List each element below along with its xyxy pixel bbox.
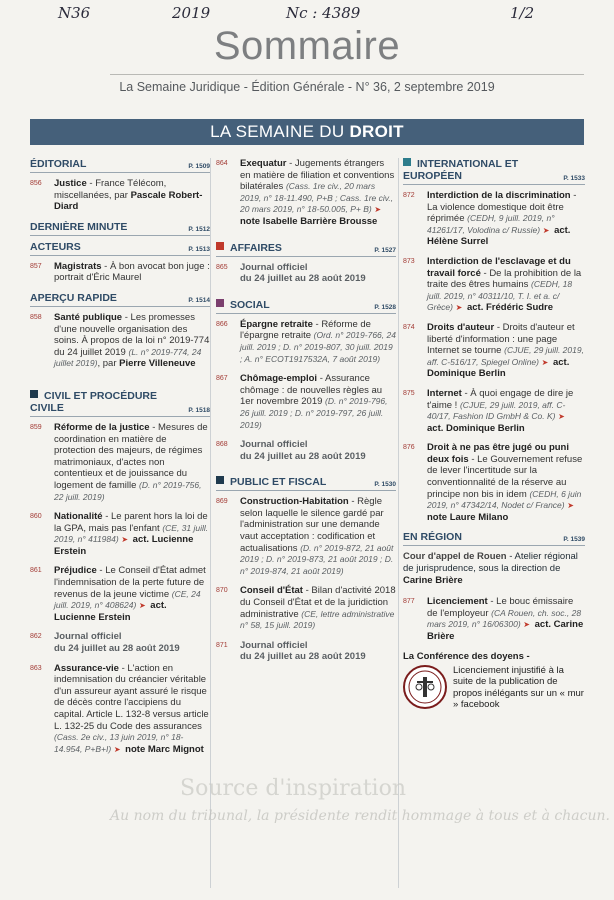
arrow-icon: ➤ (121, 535, 129, 545)
entry-877[interactable]: 877 Licenciement - Le bouc émissaire de l'employeur (CA Rouen, ch. soc., 28 mars 2019, n° 16/06300) ➤ act. Carine Brière (403, 596, 584, 642)
arrow-icon: ➤ (455, 303, 463, 313)
conference-doyens-title: La Conférence des doyens - (403, 650, 530, 662)
band-bold: DROIT (349, 122, 404, 141)
handwritten-year: 2019 (172, 4, 211, 22)
section-header-editorial: ÉDITORIAL P. 1509 (30, 158, 210, 173)
handwritten-number: N36 (58, 4, 91, 22)
section-header-affaires: AFFAIRES P. 1527 (216, 242, 396, 257)
watermark-text: Source d'inspiration (180, 776, 407, 801)
section-header-civil: CIVIL ET PROCÉDURE CIVILE P. 1518 (30, 390, 210, 417)
handwritten-nc: Nc : 4389 (286, 4, 361, 22)
section-header-international: INTERNATIONAL ET EUROPÉEN P. 1533 (403, 158, 585, 185)
entry-858[interactable]: 858 Santé publique - Les promesses d'une nouvelle organisation des soins. À propos de la loi n° 2019-774 du 24 juillet 2019 (L. n° 2019-774, 24 juillet 2019), par Pierre Villeneuve (30, 311, 210, 370)
entry-876[interactable]: 876 Droit à ne pas être jugé ou puni deux fois - Le Gouvernement refuse de lever l'incertitude sur la conventionnalité de la réserve au principe non bis in idem (CEDH, 6 juin 2019, n° 47342/14, Nodet c/ France) ➤ note Laure Milano (403, 442, 583, 523)
entry-859[interactable]: 859 Réforme de la justice - Mesures de coordination en matière de protection des majeurs, de régimes matrimoniaux, d'actes non contentieux et de jouissance du logement de famille (D. n° 2019-756, 22 juill. 2019) (30, 421, 208, 502)
section-header-derniere-minute: DERNIÈRE MINUTE P. 1512 (30, 221, 210, 236)
section-header-acteurs: ACTEURS P. 1513 (30, 241, 210, 256)
arrow-icon: ➤ (542, 225, 550, 235)
entry-867[interactable]: 867 Chômage-emploi - Assurance chômage : de nouvelles règles au 1er novembre 2019 (D. n° 2019-796, 26 juill. 2019 ; D. n° 2019-797, 26 juill. 2019) (216, 373, 388, 430)
section-marker-icon (216, 242, 224, 250)
entry-863[interactable]: 863 Assurance-vie - L'action en indemnisation du créancier véritable d'un assureur ayant assuré le risque de décès contre l'accipiens du capital. Article L. 132-8 versus article L. 132-25 du Code des assurances (Cass. 2e civ., 13 juin 2019, n° 18-14.954, P+B+I) ➤ note Marc Mignot (30, 662, 209, 755)
section-header-apercu-rapide: APERÇU RAPIDE P. 1514 (30, 292, 210, 307)
section-marker-icon (216, 299, 224, 307)
entry-860[interactable]: 860 Nationalité - Le parent hors la loi de la GPA, mais pas l'enfant (CE, 31 juill. 2019, n° 411984) ➤ act. Lucienne Erstein (30, 511, 209, 557)
arrow-icon: ➤ (113, 744, 121, 754)
column-right (403, 158, 585, 711)
section-header-en-region: EN RÉGION P. 1539 (403, 531, 585, 546)
column-middle (216, 158, 396, 671)
section-band (30, 119, 584, 145)
section-marker-icon (216, 476, 224, 484)
band-prefix: LA SEMAINE DU (210, 122, 345, 141)
arrow-icon: ➤ (541, 357, 549, 367)
entry-875[interactable]: 875 Internet - À quoi engage de dire je t'aime ! (CJUE, 29 juill. 2019, aff. C-40/17, Fashion ID GmbH & Co. K) ➤ act. Dominique Berlin (403, 387, 574, 434)
entry-866[interactable]: 866 Épargne retraite - Réforme de l'épargne retraite (Ord. n° 2019-766, 24 juill. 2019 ; D. n° 2019-807, 30 juill. 2019 ; A. n° ECOT1917532A, 7 août 2019) (216, 318, 396, 364)
conference-doyens[interactable] (403, 665, 585, 711)
cour-appel-rouen[interactable]: Cour d'appel de Rouen - Atelier régional de jurisprudence, sous la direction de Carine Brière (403, 551, 578, 586)
title-rule (110, 74, 584, 75)
page-title: Sommaire (213, 24, 401, 68)
arrow-icon: ➤ (523, 620, 530, 630)
entry-864[interactable]: 864 Exequatur - Jugements étrangers en matière de filiation et conventions bilatérales (Cass. 1re civ., 20 mars 2019, n° 18-11.490, P+B ; Cass. 1re civ., 20 mars 2019, n° 18-50.005, P+ B) ➤ note Isabelle Barrière Brousse (216, 158, 395, 227)
arrow-icon: ➤ (567, 501, 574, 511)
entry-865[interactable]: 865 Journal officiel du 24 juillet au 28 août 2019 (216, 261, 366, 285)
entry-869[interactable]: 869 Construction-Habitation - Règle selon laquelle le silence gardé par l'administration sur une demande vaut acceptation : codification et actualisations (D. n° 2019-872, 21 août 2019 ; D. n° 2019-873, 21 août 2019 ; D. n° 2019-874, 21 août 2019) (216, 496, 394, 576)
entry-856[interactable]: 856 Justice - France Télécom, miscellanées, par Pascale Robert-Diard (30, 178, 203, 213)
page-subtitle: La Semaine Juridique - Édition Générale - N° 36, 2 septembre 2019 (119, 80, 495, 94)
section-header-social: SOCIAL P. 1528 (216, 299, 396, 314)
entry-872[interactable]: 872 Interdiction de la discrimination - La violence domestique doit être réprimée (CEDH, 9 juill. 2019, n° 41261/17, Volodina c/ Russie) ➤ act. Hélène Surrel (403, 190, 577, 248)
conference-seal-icon (403, 665, 447, 709)
watermark-text-2: Au nom du tribunal, la présidente rendit hommage à tous et à chacun. (110, 808, 610, 824)
section-header-public-fiscal: PUBLIC ET FISCAL P. 1530 (216, 476, 396, 491)
entry-874[interactable]: 874 Droits d'auteur - Droits d'auteur et liberté d'information : une page Internet se tourne (CJUE, 29 juill. 2019, aff. C-516/17, Spiegel Online) ➤ act. Dominique Berlin (403, 321, 584, 380)
entry-873[interactable]: 873 Interdiction de l'esclavage et du travail forcé - De la prohibition de la traite des êtres humains (CEDH, 18 juill. 2019, n° 40311/10, T. I. et a. c/ Grèce) ➤ act. Frédéric Sudre (403, 255, 582, 314)
entry-862[interactable]: 862 Journal officiel du 24 juillet au 28 août 2019 (30, 631, 180, 655)
entry-861[interactable]: 861 Préjudice - Le Conseil d'État admet l'indemnisation de la perte future de revenus de la jeune victime (CE, 24 juill. 2019, n° 408624) ➤ act. Lucienne Erstein (30, 565, 206, 623)
entry-868[interactable]: 868 Journal officiel du 24 juillet au 28 août 2019 (216, 439, 366, 462)
arrow-icon: ➤ (558, 412, 565, 422)
section-marker-icon (30, 390, 38, 398)
handwritten-page: 1/2 (510, 4, 535, 22)
section-marker-icon (403, 158, 411, 166)
entry-870[interactable]: 870 Conseil d'État - Bilan d'activité 2018 du Conseil d'État et de la juridiction administrative (CE, lettre administrative n° 58, 15 juill. 2019) (216, 585, 396, 631)
column-left (30, 158, 210, 763)
arrow-icon: ➤ (374, 205, 382, 215)
entry-857[interactable]: 857 Magistrats - À bon avocat bon juge : portrait d'Éric Maurel (30, 260, 210, 284)
conference-doyens-text: Licenciement injustifié à la suite de la publication de propos inélégants sur un « mur » facebook (453, 664, 584, 711)
arrow-icon: ➤ (138, 601, 146, 611)
entry-871[interactable]: 871 Journal officiel du 24 juillet au 28 août 2019 (216, 639, 366, 663)
